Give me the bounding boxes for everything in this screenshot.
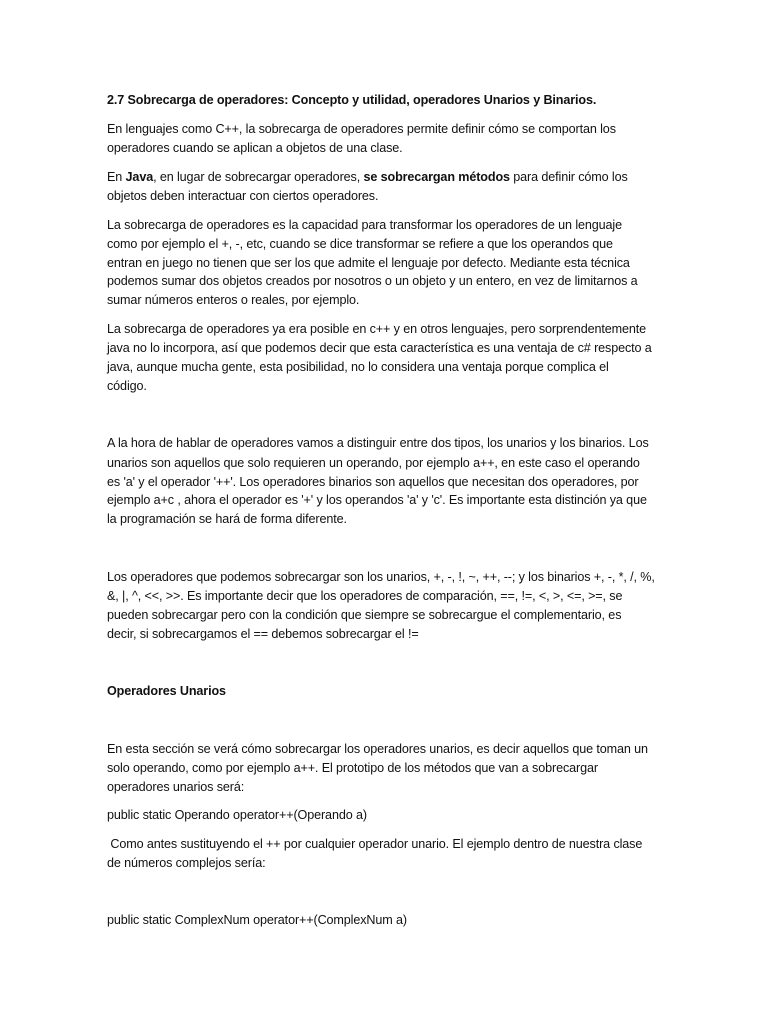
paragraph-3-line-4: podemos sumar dos objetos creados por nosotros o un objeto y un entero, en vez de limitarnos a	[107, 274, 638, 288]
paragraph-1-line-2: operadores cuando se aplican a objetos de una clase.	[107, 141, 403, 155]
paragraph-7-line-2: solo operando, como por ejemplo a++. El prototipo de los métodos que van a sobrecargar	[107, 761, 598, 775]
paragraph-4-line-4: código.	[107, 379, 147, 393]
paragraph-5-line-3: es 'a' y el operador '++'. Los operadores binarios son aquellos que necesitan dos operadores, por	[107, 475, 639, 489]
bold-run-methods: se sobrecargan métodos	[363, 170, 510, 184]
paragraph-5-line-4: ejemplo a+c , ahora el operador es '+' y los operandos 'a' y 'c'. Es importante esta distinción ya que	[107, 493, 647, 507]
code-prototype-line: public static Operando operator++(Operando a)	[107, 808, 367, 822]
paragraph-3-line-5: sumar números enteros o reales, por ejemplo.	[107, 293, 360, 307]
paragraph-8-line-2: de números complejos sería:	[107, 856, 266, 870]
text-run: para definir cómo los	[509, 170, 628, 184]
text-run: En	[107, 170, 126, 184]
paragraph-3-line-3: entran en juego no tienen que ser los que admite el lenguaje por defecto. Mediante esta técnica	[107, 256, 630, 270]
paragraph-5-line-2: unarios son aquellos que solo requieren un operando, por ejemplo a++, en este caso el operando	[107, 456, 640, 470]
text-run: , en lugar de sobrecargar operadores,	[153, 170, 364, 184]
paragraph-2-line-1	[107, 169, 628, 185]
paragraph-7-line-3: operadores unarios será:	[107, 780, 245, 794]
section-heading: 2.7 Sobrecarga de operadores: Concepto y utilidad, operadores Unarios y Binarios.	[107, 93, 597, 107]
paragraph-4-line-1: La sobrecarga de operadores ya era posible en c++ y en otros lenguajes, pero sorprendentemente	[107, 322, 647, 336]
paragraph-3-line-1: La sobrecarga de operadores es la capacidad para transformar los operadores de un lenguaje	[107, 218, 622, 232]
paragraph-5-line-1: A la hora de hablar de operadores vamos a distinguir entre dos tipos, los unarios y los binarios. Los	[107, 436, 649, 450]
paragraph-6-line-4: decir, si sobrecargamos el == debemos sobrecargar el !=	[107, 627, 419, 641]
code-example-line: public static ComplexNum operator++(ComplexNum a)	[107, 913, 407, 927]
paragraph-2-line-2: objetos deben interactuar con ciertos operadores.	[107, 189, 379, 203]
bold-run-java: Java	[125, 170, 154, 184]
paragraph-8-line-1: Como antes sustituyendo el ++ por cualquier operador unario. El ejemplo dentro de nuestra clase	[107, 837, 643, 851]
paragraph-6-line-1: Los operadores que podemos sobrecargar son los unarios, +, -, !, ~, ++, --; y los binarios +, -, *, /, %,	[107, 570, 655, 584]
paragraph-6-line-3: pueden sobrecargar pero con la condición que siempre se sobrecargue el complementario, es	[107, 608, 622, 622]
paragraph-1-line-1: En lenguajes como C++, la sobrecarga de operadores permite definir cómo se comportan los	[107, 122, 616, 136]
paragraph-4-line-3: java, aunque mucha gente, esta posibilidad, no lo considera una ventaja porque complica el	[107, 360, 609, 374]
subheading-operadores-unarios: Operadores Unarios	[107, 684, 226, 698]
paragraph-3-line-2: como por ejemplo el +, -, etc, cuando se dice transformar se refiere a que los operandos que	[107, 237, 613, 251]
paragraph-6-line-2: &, |, ^, <<, >>. Es importante decir que los operadores de comparación, ==, !=, <, >, <=, >=, se	[107, 589, 623, 603]
paragraph-5-line-5: la programación se hará de forma diferente.	[107, 512, 347, 526]
paragraph-7-line-1: En esta sección se verá cómo sobrecargar los operadores unarios, es decir aquellos que toman un	[107, 742, 648, 756]
paragraph-4-line-2: java no lo incorpora, así que podemos decir que esta característica es una ventaja de c# respecto a	[107, 341, 652, 355]
